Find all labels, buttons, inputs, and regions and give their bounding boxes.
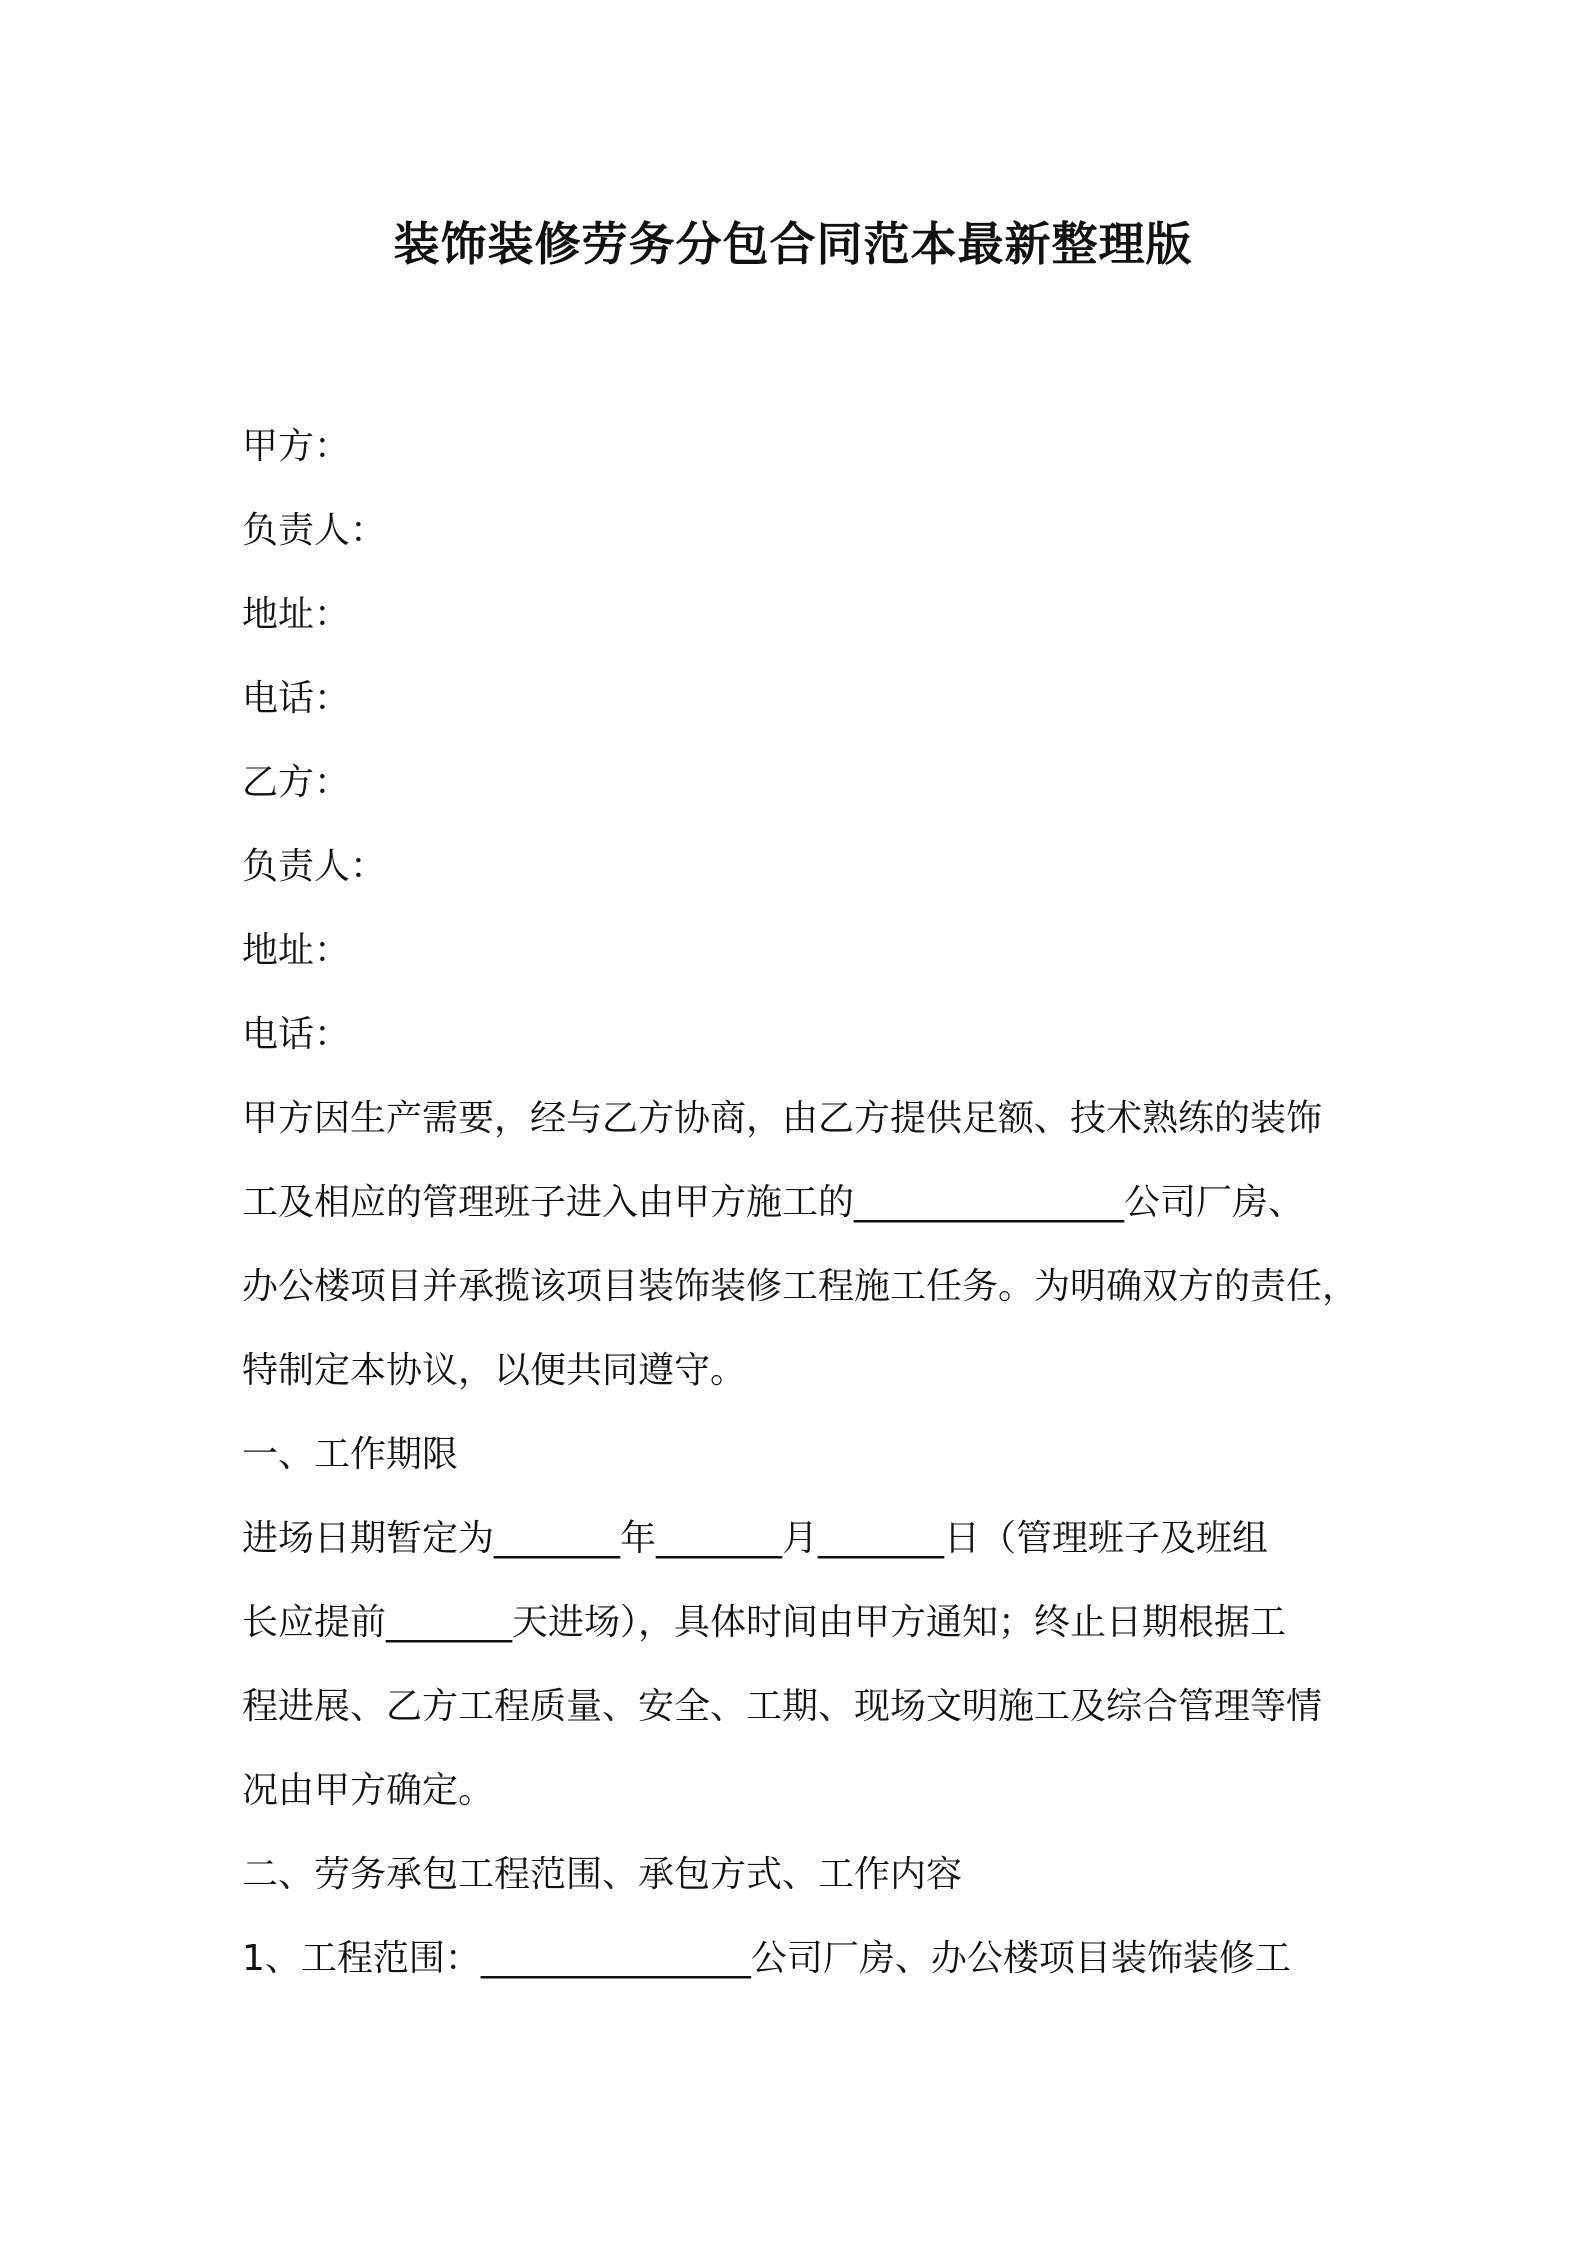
intro-paragraph-line: 办公楼项目并承揽该项目装饰装修工程施工任务。为明确双方的责任， <box>242 1266 1359 1307</box>
section-heading-scope: 二、劳务承包工程范围、承包方式、工作内容 <box>242 1854 963 1895</box>
party-b-address-label: 地址： <box>242 930 351 971</box>
intro-paragraph-line: 甲方因生产需要，经与乙方协商，由乙方提供足额、技术熟练的装饰 <box>242 1098 1323 1139</box>
party-b-responsible-label: 负责人： <box>242 846 387 887</box>
party-b-label: 乙方： <box>242 762 351 803</box>
party-a-phone-label: 电话： <box>242 678 351 719</box>
intro-paragraph-line: 特制定本协议，以便共同遵守。 <box>242 1350 747 1391</box>
document-body <box>242 405 1382 2001</box>
party-a-address-label: 地址： <box>242 594 351 635</box>
party-a-responsible-label: 负责人： <box>242 510 387 551</box>
party-b-phone-label: 电话： <box>242 1014 351 1055</box>
scope-item-line: 1、工程范围：_______________公司厂房、办公楼项目装饰装修工 <box>242 1938 1291 1979</box>
work-period-paragraph-line: 程进展、乙方工程质量、安全、工期、现场文明施工及综合管理等情 <box>242 1686 1323 1727</box>
section-heading-work-period: 一、工作期限 <box>242 1434 459 1475</box>
work-period-paragraph-line: 况由甲方确定。 <box>242 1770 495 1811</box>
document-title: 装饰装修劳务分包合同范本最新整理版 <box>393 217 1193 271</box>
party-a-label: 甲方： <box>242 426 351 467</box>
work-period-paragraph-line: 长应提前_______天进场），具体时间由甲方通知；终止日期根据工 <box>242 1602 1287 1643</box>
intro-paragraph-line: 工及相应的管理班子进入由甲方施工的_______________公司厂房、 <box>242 1182 1305 1223</box>
work-period-paragraph-line: 进场日期暂定为_______年_______月_______日（管理班子及班组 <box>242 1518 1269 1559</box>
